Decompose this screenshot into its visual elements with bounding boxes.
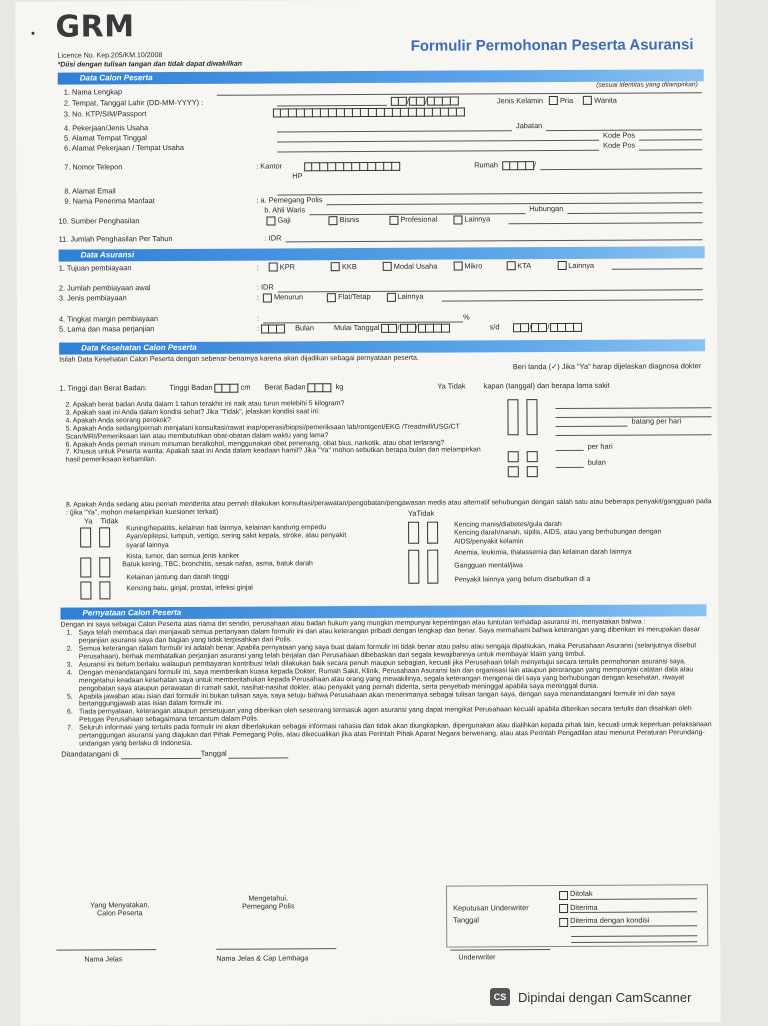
statement-4: 4. Dengan menandatangani formulir ini, saya memberikan kuasa kepada Dokter, Rumah Sakit, Klinik, Perusahaan Asuransi lain dan organisasi lain ataupun perorangan yang mempunyai catatan data atau mengetahui keadaan kesehatan saya untuk memberitahukan kepada Perusahaan atau orang yang mewakilinya, segala keterangan mengenai diri saya yang berhubungan dengan kesehatan, riwayat pengobatan saya ataupun perawatan di rumah sakit, nasihat-nasihat dokter, atau penyakit yang pernah diderita, serta penyebab meninggal apabila saya meninggal dunia. (67, 666, 713, 693)
input-ahli-waris[interactable] (309, 206, 525, 215)
checkbox-wanita[interactable] (583, 96, 592, 105)
label-ttl: 2. Tempat, Tanggal Lahir (DD-MM-YYYY) : (63, 97, 204, 108)
statement-7-text: Seluruh informasi yang tertulis pada formulir ini akan diberlakukan sebagai informasi rahasia dan tidak akan diungkapkan, dipergunakan atau dialihkan kepada pihak lain, kecuali untuk keperluan pelaksanaan pertanggungan asuransi yang diajukan dari Pihak Pemegang Polis, atau dikecualikan jika atas Perintah Pihak Aparat Negara berwenang, atau atas Perintah Pengadilan atau menurut Peraturan Perundang-undangan yang berlaku di Indonesia. (79, 721, 712, 748)
checkbox-disease-left-1-tidak[interactable] (99, 527, 110, 547)
label-kodepos2: Kode Pos (603, 140, 636, 150)
label-bisnis: Bisnis (339, 214, 360, 224)
checkbox-menurun[interactable] (263, 294, 272, 303)
checkbox-modal-usaha[interactable] (383, 262, 392, 271)
label-diterima: Diterima (570, 903, 697, 913)
label-tanggal-uw: Tanggal (453, 915, 480, 925)
label-kg: kg (335, 382, 344, 392)
input-mulai-bln[interactable] (400, 323, 416, 332)
input-mulai-tgl[interactable] (381, 324, 397, 333)
camscanner-logo-icon: CS (490, 988, 510, 1006)
checkbox-disease-left-3-ya[interactable] (80, 557, 91, 577)
label-jumlah-pembiayaan: 2. Jumlah pembiayaan awal (58, 283, 151, 293)
input-tgl-lahir[interactable] (391, 97, 407, 106)
input-sd-thn[interactable] (550, 323, 582, 332)
label-per-hari: per hari (587, 441, 613, 451)
checkbox-disease-left-1-ya[interactable] (80, 527, 91, 547)
statement-6: 6. Tiada pernyataan, keterangan ataupun persetujuan yang diberikan oleh seseorang termasuk agen asuransi yang dapat mengikat Perusahaan kecuali apabila diberikan secara tertulis dan disahkan oleh Petugas Perusahaan sebagaimana tercantum dalam Polis. (67, 706, 713, 725)
company-logo: GRM (55, 9, 135, 45)
checkbox-lainnya-jenis[interactable] (387, 293, 396, 302)
label-tidak-right: Tidak (416, 508, 435, 518)
checkbox-diterima-kondisi[interactable] (559, 918, 568, 927)
input-ktp[interactable] (273, 108, 465, 118)
statement-4-text: Dengan menandatangani formulir ini, saya memberikan kuasa kepada Dokter, Rumah Sakit, Klinik, Perusahaan Asuransi lain dan organisasi lain ataupun perorangan yang mempunyai catatan data atau mengetahui keadaan kesehatan saya untuk memberitahukan kepada Perusahaan atau orang yang mewakilinya, segala keterangan mengenai diri saya yang berhubungan dengan kesehatan, riwayat pengobatan saya ataupun perawatan di rumah sakit, nasihat-nasihat dokter, atau penyakit yang pernah diderita, serta penyebab meninggal apabila saya meninggal dunia. (78, 666, 694, 693)
health-intro: Isilah Data Kesehatan Calon Peserta dengan sebenar-benarnya karena akan dijadikan sebagai pernyataan peserta. (59, 354, 419, 364)
label-hubungan: Hubungan (529, 203, 564, 213)
checkbox-q6-ya[interactable] (508, 451, 519, 462)
checkbox-profesional[interactable] (389, 215, 398, 224)
camscanner-text: Dipindai dengan CamScanner (518, 989, 692, 1005)
label-lainnya-jenis: Lainnya (397, 291, 424, 302)
health-instruction: Beri tanda (✓) Jika "Ya" harap dijelaskan diagnosa dokter (512, 361, 702, 372)
checkbox-kkb[interactable] (331, 262, 340, 271)
input-pekerjaan[interactable] (277, 123, 512, 132)
input-alamat-kerja[interactable] (277, 142, 599, 152)
checkbox-q7-ya[interactable] (508, 466, 519, 477)
input-berat[interactable] (308, 383, 332, 392)
label-underwriter: Underwriter (458, 952, 496, 962)
input-q2-detail[interactable] (555, 400, 711, 409)
label-bulan-hamil: bulan (587, 458, 606, 468)
input-tanggal-ttd[interactable] (229, 750, 289, 758)
input-sd-bln[interactable] (531, 323, 547, 332)
label-sd: s/d (489, 322, 500, 332)
input-nama[interactable] (217, 86, 702, 97)
input-lama-bulan[interactable] (261, 324, 285, 333)
logo-dot (31, 32, 34, 35)
statement-3: 3. Asuransi ini belum berlaku walaupun pembayaran kontribusi telah dilakukan baik secara penuh maupun sebagian, kecuali jika Perusahaan telah menyetujui secara tertulis permohonan asuransi saya. (66, 658, 686, 669)
checkbox-bisnis[interactable] (329, 216, 338, 225)
label-profesional: Profesional (400, 214, 438, 224)
label-ditolak: Ditolak (570, 889, 697, 899)
input-tempat-ttd[interactable] (121, 751, 201, 759)
checkbox-disease-right-3-tidak[interactable] (427, 549, 438, 583)
input-telp-kantor[interactable] (304, 161, 400, 171)
health-q4: 4. Apakah Anda seorang perokok? (65, 416, 171, 425)
input-sd-tgl[interactable] (513, 323, 529, 332)
statement-1: 1. Saya telah membaca dan menjawab semua pertanyaan dalam formulir ini dan atau keterangan pribadi dengan lengkap dan benar. Saya memahami bahwa keterangan yang diberikan ini merupakan dasar perjanjian asuransi saya dan bagian yang tidak terpisahkan dari Polis. (67, 626, 713, 645)
label-lainnya-tujuan: Lainnya (568, 260, 595, 270)
statement-2: 2. Semua keterangan dalam formulir ini adalah benar. Apabila pernyataan yang saya buat dalam formulir ini tidak benar atau palsu atau sengaja dipalsukan, maka Perusahaan Asuransi (selanjutnya disebut Perusahaan), berhak membatalkan perjanjian asuransi yang telah berjalan dan Perusahaan dibebaskan dari segala kewajibannya untuk membayar klaim yang timbul. (67, 642, 713, 661)
disease-left-3: Kista, tumor, dan semua jenis kanker (126, 552, 240, 560)
input-kodepos2[interactable] (639, 142, 702, 150)
checkbox-disease-left-3-tidak[interactable] (99, 557, 110, 577)
health-q7: 7. Khusus untuk Peserta wanita: Apakah saat ini Anda dalam keadaan hamil? Jika "Ya" mohon sebutkan berapa bulan dan melampirkan hasil pemeriksaan kehamilan. (65, 446, 481, 465)
label-kantor: : Kantor (256, 161, 283, 171)
checkbox-disease-right-3-ya[interactable] (408, 549, 419, 583)
disease-left-2: Ayan/epilepsi, lumpuh, vertigo, sering sakit kepala, stroke, atau penyakit syaraf lainnya (126, 532, 347, 550)
checkbox-q2-ya[interactable] (507, 399, 518, 435)
label-diterima-kondisi: Diterima dengan kondisi (570, 917, 697, 927)
input-thn-lahir[interactable] (427, 97, 459, 106)
label-jumlah-penghasilan: 11. Jumlah Penghasilan Per Tahun (58, 233, 173, 244)
label-hp: HP (292, 170, 303, 180)
checkbox-q7-tidak[interactable] (527, 466, 538, 477)
checkbox-disease-right-1-ya[interactable] (408, 521, 419, 543)
label-lainnya-penghasilan: Lainnya (464, 214, 491, 224)
input-lainnya-penghasilan[interactable] (508, 215, 702, 224)
disease-left-5: Kelainan jantung dan darah tinggi (126, 573, 230, 582)
license-number: Licence No. Kep.205/KM.10/2008 (57, 52, 163, 61)
label-kpr: KPR (279, 261, 296, 271)
health-q8: 8. Apakah Anda sedang atau pernah menderita atau pernah dilakukan konsultasi/perawatan/pengobatan/pengawasan medis atau alternatif sehubungan dengan salah satu atau beberapa penyakit/gangguan pada : (jika "Ya", mohon melampirkan kuesioner terkait) (65, 498, 712, 517)
label-nama-cap: Nama Jelas & Cap Lembaga (216, 953, 309, 963)
label-ya-right: Ya (407, 508, 417, 518)
input-lainnya-tujuan[interactable] (612, 262, 703, 270)
label-bulan: Bulan (295, 323, 315, 333)
label-ktp: 3. No. KTP/SIM/Passport (63, 108, 147, 119)
label-margin: 4. Tingkat margin pembiayaan (58, 314, 159, 324)
label-nama-jelas: Nama Jelas (84, 954, 123, 964)
label-idr-pembiayaan: : IDR (256, 282, 274, 292)
form-page: GRM Formulir Permohonan Peserta Asuransi Licence No. Kep.205/KM.10/2008 *Diisi dengan tulisan tangan dan tidak dapat diwakilkan Data Calon Peserta (sesuai identitas yang dilampirkan) 1. Nama Lengkap 2. Tempat, Tanggal Lahir (DD-MM-YYYY) : / / Jenis Kelamin Pria Wanita 3. No. KTP/SIM/Passport 4. Pekerjaan/Jenis Usaha Jabatan 5. Alamat Tempat Tinggal Kode Pos 6. Alamat Pekerjaan / Tempat Usaha Kode Pos 7. Nomor Telepon : Kantor Rumah / HP 8. Alamat Email 9. Nama Penerima Manfaat : a. Pemegang Polis b. Ahli Waris Hubungan 10. Sumber Penghasilan Gaji Bisnis Profesional Lainnya 11. Jumlah Penghasilan Per Tahun : IDR Data Asuransi 1. Tujuan pembiayaan : KPR KKB Modal Usaha Mikro KTA Lainnya 2. Jumlah pembiayaan awal : IDR 3. Jenis pembiayaan : Menurun Flat/Tetap Lainnya 4. Tingkat margin pembiayaan : % 5. Lama dan masa perjanjian : Bulan Mulai Tanggal / / s/d / / Data Kesehatan Calon Peserta Isilah Data Kesehatan Calon Peserta dengan sebenar-benarnya karena akan dijadikan sebagai pernyataan peserta. Beri tanda (✓) Jika "Ya" harap dijelaskan diagnosa dokter 1. Tinggi dan Berat Badan: Tinggi Badan cm Berat Badan kg Ya Tidak kapan (tanggal) dan berapa lama sakit 2. Apakah berat badan Anda dalam 1 tahun terakhir ini naik atau turun melebihi 5 kilogram? 3. Apakah saat ini Anda dalam kondisi sehat? Jika "Tidak", jelaskan kondisi saat ini: 4. Apakah Anda seorang perokok? 5. Apakah Anda sedang/pernah menjalani konsultasi/rawat inap/operasi/biopsi/pemeriksaan lab/rontgent/EKG /Treadmill/USG/CT Scan/MRI/Pemeriksaan lain atau membutuhkan obat-obatan dalam waktu yang lama? 6. Apakah Anda pernah minum minuman beralkohol, menggunakan obat penenang, obat bius, narkotik, atau obat terlarang? 7. Khusus untuk Peserta wanita: Apakah saat ini Anda dalam keadaan hamil? Jika "Ya" mohon sebutkan berapa bulan dan melampirkan hasil pemeriksaan kehamilan. batang per hari per hari bulan 8. Apakah Anda sedang atau pernah menderita atau pernah dilakukan konsultasi/perawatan/pengobatan/pengawasan medis atau alternatif sehubungan dengan salah satu atau beberapa penyakit/gangguan pada : (jika "Ya", mohon melampirkan kuesioner terkait) Ya Tidak YaTidak Kuning/hepatitis, kelainan hati lainnya, kelainan kandung empedu Ayan/epilepsi, lumpuh, vertigo, sering sakit kepala, stroke, atau penyakit syaraf lainnya Kista, tumor, dan semua jenis kanker Batuk kering, TBC, bronchitis, sesak nafas, asma, batuk darah Kelainan jantung dan darah tinggi Kencing batu, ginjal, prostat, infeksi ginjal Kencing manis/diabetes/gula darah Kencing darah/nanah, sipilis, AIDS, atau yang berhubungan dengan AIDS/penyakit kelamin Anemia, leukimia, thalassemia dan kelainan darah lainnya Gangguan mental/jiwa Penyakit lainnya yang belum disebutkan di a Pernyataan Calon Peserta Dengan ini saya sebagai Calon Peserta atas nama diri sendiri, perusahaan atau badan hukum yang mungkin mempunyai kepentingan atau tuntutan terhadap asuransi ini, menyatakan bahwa : 1. Saya telah membaca dan menjawab semua pertanyaan dalam formulir ini dan atau keterangan pribadi dengan lengkap dan benar. Saya memahami bahwa keterangan yang diberikan ini merupakan dasar perjanjian asuransi saya dan bagian yang tidak terpisahkan dari Polis. 2. Semua keterangan dalam formulir ini adalah benar. Apabila pernyataan yang saya buat dalam formulir ini tidak benar atau palsu atau sengaja dipalsukan, maka Perusahaan Asuransi (selanjutnya disebut Perusahaan), berhak membatalkan perjanjian asuransi yang telah berjalan dan Perusahaan dibebaskan dari segala kewajibannya untuk membayar klaim yang timbul. 3. Asuransi ini belum berlaku walaupun pembayaran kontribusi telah dilakukan baik secara penuh maupun sebagian, kecuali jika Perusahaan telah menyetujui secara tertulis permohonan asuransi saya. 4. Dengan menandatangani formulir ini, saya memberikan kuasa kepada Dokter, Rumah Sakit, Klinik, Perusahaan Asuransi lain dan organisasi lain ataupun perorangan yang mempunyai catatan data atau mengetahui keadaan kesehatan saya untuk memberitahukan kepada Perusahaan atau orang yang mewakilinya, segala keterangan mengenai diri saya yang berhubungan dengan kesehatan, riwayat pengobatan saya ataupun perawatan di rumah sakit, nasihat-nasihat dokter, atau penyakit yang pernah diderita, serta penyebab meninggal apabila saya meninggal dunia. 5. Apabila jawaban atau isian dari formulir ini bukan tulisan saya, saya setuju bahwa Perusahaan akan menerimanya sebagai tulisan tangan saya, dengan saya menandatangani formulir ini dan saya bertanggungjawab atas isian dalam formulir ini. 6. Tiada pernyataan, keterangan ataupun persetujuan yang diberikan oleh seseorang termasuk agen asuransi yang dapat mengikat Perusahaan kecuali apabila diberikan secara tertulis dan disahkan oleh Petugas Perusahaan sebagaimana tercantum dalam Polis. 7. Seluruh informasi yang tertulis pada formulir ini akan diberlakukan sebagai informasi rahasia dan tidak akan diungkapkan, dipergunakan atau dialihkan kepada pihak lain, kecuali untuk keperluan pelaksanaan pertanggungan asuransi yang diajukan dari Pihak Pemegang Polis, atau dikecualikan jika atas Perintah Pihak Aparat Negara berwenang, atau atas Perintah Pengadilan atau menurut Peraturan Perundang-undangan yang berlaku di Indonesia. Ditandatangani di Tanggal Yang Menyatakan, Calon Peserta Mengetahui, Pemegang Polis Nama Jelas Nama Jelas & Cap Lembaga Underwriter Keputusan Underwriter Tanggal Ditolak Diterima Diterima dengan kondisi (15, 0, 720, 1026)
signature-block-pemegang (242, 894, 294, 911)
disease-yn-left (80, 527, 118, 599)
label-tinggi-badan: Tinggi Badan (169, 382, 213, 393)
section-data-kesehatan: Data Kesehatan Calon Peserta (59, 339, 705, 354)
label-jabatan: Jabatan (515, 121, 543, 131)
label-mikro: Mikro (464, 260, 483, 271)
label-berat-badan: Berat Badan (264, 382, 306, 392)
input-lainnya-jenis[interactable] (441, 292, 702, 301)
health-q3: 3. Apakah saat ini Anda dalam kondisi sehat? Jika "Tidak", jelaskan kondisi saat ini: (65, 408, 320, 417)
label-modal-usaha: Modal Usaha (393, 261, 438, 271)
signature-line-underwriter[interactable] (450, 949, 550, 951)
checkbox-kpr[interactable] (269, 263, 278, 272)
signature-line-pemegang[interactable] (216, 948, 336, 950)
label-lama-perjanjian: 5. Lama dan masa perjanjian (59, 324, 155, 334)
input-q4-detail[interactable] (556, 418, 628, 426)
form-title: Formulir Permohonan Peserta Asuransi (410, 36, 694, 55)
label-telepon: 7. Nomor Telepon (64, 162, 123, 172)
input-mulai-thn[interactable] (418, 323, 450, 332)
input-tinggi[interactable] (215, 384, 239, 393)
label-pria: Pria (559, 95, 574, 105)
section-pernyataan: Pernyataan Calon Peserta (60, 604, 706, 619)
label-alamat-kerja: 6. Alamat Pekerjaan / Tempat Usaha (64, 142, 184, 153)
statement-5: 5. Apabila jawaban atau isian dari formulir ini bukan tulisan saya, saya setuju bahwa Perusahaan akan menerimanya sebagai tulisan tangan saya, dengan saya menandatangani formulir ini dan saya bertanggungjawab atas isian dalam formulir ini. (67, 690, 713, 709)
label-tujuan-pembiayaan: 1. Tujuan pembiayaan (58, 262, 132, 273)
checkbox-diterima[interactable] (559, 904, 568, 913)
checkbox-lainnya-tujuan[interactable] (557, 261, 566, 270)
checkbox-pria[interactable] (549, 96, 558, 105)
label-pemegang-polis-ttd: Pemegang Polis (242, 901, 295, 912)
statement-7: 7. Seluruh informasi yang tertulis pada formulir ini akan diberlakukan sebagai informasi rahasia dan tidak akan diungkapkan, dipergunakan atau dialihkan kepada pihak lain, kecuali untuk keperluan pelaksanaan pertanggungan asuransi yang diajukan dari Pihak Pemegang Polis, atau dikecualikan jika atas Perintah Pihak Aparat Negara berwenang, atau atas Perintah Pengadilan atau menurut Peraturan Perundang-undangan yang berlaku di Indonesia. (67, 721, 712, 748)
label-sumber-penghasilan: 10. Sumber Penghasilan (58, 215, 140, 226)
label-tinggi-berat: 1. Tinggi dan Berat Badan: (59, 383, 147, 393)
label-kta: KTA (517, 260, 532, 270)
label-keputusan-uw: Keputusan Underwriter (453, 903, 529, 913)
checkbox-flat[interactable] (327, 293, 336, 302)
input-jumlah-penghasilan[interactable] (285, 233, 702, 243)
input-alamat-tinggal[interactable] (277, 133, 599, 143)
statement-2-text: Semua keterangan dalam formulir ini adalah benar. Apabila pernyataan yang saya buat dalam formulir ini tidak benar atau palsu atau sengaja dipalsukan, maka Perusahaan Asuransi (selanjutnya disebut Perusahaan), berhak membatalkan perjanjian asuransi yang telah berjalan dan Perusahaan dibebaskan dari segala kewajibannya untuk membayar klaim yang timbul. (78, 642, 697, 661)
health-yn-group-top (507, 399, 545, 477)
statement-3-text: Asuransi ini belum berlaku walaupun pembayaran kontribusi telah dilakukan baik secara penuh maupun sebagian, kecuali jika Perusahaan telah menyetujui secara tertulis permohonan asuransi saya. (78, 658, 686, 669)
label-mengetahui: Mengetahui, (248, 893, 288, 903)
section-data-calon-peserta: Data Calon Peserta (58, 69, 704, 84)
input-telp-rumah-no[interactable] (540, 161, 702, 170)
health-q5: 5. Apakah Anda sedang/pernah menjalani konsultasi/rawat inap/operasi/biopsi/pemeriksaan lab/rontgent/EKG /Treadmill/USG/CT Scan/MRI/Pemeriksaan lain atau membutuhkan obat-obatan dalam waktu yang lama? (65, 423, 460, 441)
label-tanggal-ttd: Tanggal (200, 748, 227, 758)
checkbox-gaji[interactable] (266, 216, 275, 225)
label-pemegang-polis: : a. Pemegang Polis (256, 195, 323, 205)
label-wanita: Wanita (594, 95, 617, 105)
input-margin[interactable] (263, 314, 463, 323)
statement-1-text: Saya telah membaca dan menjawab semua pertanyaan dalam formulir ini dan atau keterangan pribadi dengan lengkap dan benar. Saya memahami bahwa keterangan yang diberikan ini merupakan dasar perjanjian asuransi saya dan bagian yang tidak terpisahkan dari Polis. (78, 626, 700, 645)
checkbox-disease-right-1-tidak[interactable] (427, 521, 438, 543)
disease-left-1: Kuning/hepatitis, kelainan hati lainnya, kelainan kandung empedu (126, 523, 327, 533)
checkbox-q2-tidak[interactable] (526, 399, 537, 435)
label-mulai-tanggal: Mulai Tanggal (333, 322, 380, 333)
label-calon-peserta: Calon Peserta (96, 908, 143, 918)
input-bln-lahir[interactable] (409, 97, 425, 106)
input-kodepos1[interactable] (639, 132, 702, 140)
label-kodepos1: Kode Pos (603, 130, 636, 140)
checkbox-disease-left-5-tidak[interactable] (99, 581, 110, 599)
label-ya-left: Ya (84, 516, 93, 526)
disease-right-5: Penyakit lainnya yang belum disebutkan di a (454, 575, 591, 584)
label-ya-tidak: Ya Tidak (437, 381, 466, 391)
disease-left-6: Kencing batu, ginjal, prostat, infeksi ginjal (126, 585, 253, 593)
input-tempat-lahir[interactable] (277, 98, 387, 107)
label-flat: Flat/Tetap (338, 292, 371, 302)
disease-yn-right (408, 521, 446, 583)
statement-6-text: Tiada pernyataan, keterangan ataupun persetujuan yang diberikan oleh seseorang termasuk agen asuransi yang dapat mengikat Perusahaan kecuali apabila diberikan secara tertulis dan disahkan oleh Petugas Perusahaan sebagaimana tercantum dalam Polis. (79, 705, 692, 724)
label-percent: % (463, 312, 470, 322)
input-hubungan[interactable] (567, 205, 702, 214)
label-gaji: Gaji (277, 215, 291, 225)
label-email: 8. Alamat Email (64, 186, 116, 196)
checkbox-mikro[interactable] (453, 262, 462, 271)
disease-left-4: Batuk kering, TBC, bronchitis, sesak nafas, asma, batuk darah (122, 560, 313, 569)
input-q5-detail[interactable] (556, 427, 712, 436)
label-tidak-left: Tidak (100, 516, 119, 526)
label-menurun: Menurun (273, 292, 304, 302)
disease-right-4: Gangguan mental/jiwa (454, 562, 523, 570)
input-telp-rumah[interactable] (502, 161, 534, 170)
label-pekerjaan: 4. Pekerjaan/Jenis Usaha (63, 123, 149, 133)
label-jenis-pembiayaan: 3. Jenis pembiayaan (58, 293, 127, 303)
label-kapan: kapan (tanggal) dan berapa lama sakit (483, 380, 610, 391)
label-cm: cm (240, 382, 251, 392)
input-q6-detail[interactable] (556, 443, 584, 451)
section-data-asuransi: Data Asuransi (59, 246, 705, 261)
health-q6: 6. Apakah Anda pernah minum minuman beralkohol, menggunakan obat penenang, obat bius, narkotik, atau obat terlarang? (65, 439, 445, 449)
identity-hint: (sesuai identitas yang dilampirkan) (596, 81, 698, 89)
signature-line-peserta[interactable] (56, 949, 156, 951)
health-q2: 2. Apakah berat badan Anda dalam 1 tahun terakhir ini naik atau turun melebihi 5 kilogram? (65, 399, 345, 409)
camscanner-watermark (490, 988, 691, 1006)
label-idr-penghasilan: : IDR (264, 232, 282, 243)
checkbox-ditolak[interactable] (559, 891, 568, 900)
label-rumah: Rumah (474, 160, 499, 170)
disease-right-2: Kencing darah/nanah, sipilis, AIDS, atau yang berhubungan dengan AIDS/penyakit kelamin (454, 528, 662, 546)
statement-intro: Dengan ini saya sebagai Calon Peserta atas nama diri sendiri, perusahaan atau badan hukum yang mungkin mempunyai kepentingan atau tuntutan terhadap asuransi ini, menyatakan bahwa : (60, 618, 646, 629)
label-ditandatangani: Ditandatangani di (61, 749, 119, 759)
underwriter-decision-box (446, 884, 708, 947)
label-penerima-manfaat: 9. Nama Penerima Manfaat (64, 196, 155, 206)
label-kkb: KKB (341, 261, 357, 271)
label-alamat-tinggal: 5. Alamat Tempat Tinggal (64, 133, 147, 143)
statement-5-text: Apabila jawaban atau isian dari formulir ini bukan tulisan saya, saya setuju bahwa Perusahaan akan menerimanya sebagai tulisan tangan saya, dengan saya menandatangani formulir ini dan saya bertanggungjawab atas isian dalam formulir ini. (78, 689, 676, 708)
handwriting-note: *Diisi dengan tulisan tangan dan tidak dapat diwakilkan (57, 60, 243, 69)
disease-right-1: Kencing manis/diabetes/gula darah (454, 520, 562, 529)
checkbox-q6-tidak[interactable] (527, 451, 538, 462)
label-batang: batang per hari (631, 416, 682, 426)
checkbox-disease-left-5-ya[interactable] (80, 581, 91, 599)
label-nama: 1. Nama Lengkap (63, 86, 123, 97)
label-yang-menyatakan: Yang Menyatakan, (90, 900, 150, 910)
signature-block-peserta (90, 901, 149, 918)
checkbox-lainnya-penghasilan[interactable] (453, 215, 462, 224)
input-q7-detail[interactable] (556, 460, 584, 468)
checkbox-kta[interactable] (506, 261, 515, 270)
label-jenis-kelamin: Jenis Kelamin (496, 95, 544, 105)
disease-right-3: Anemia, leukimia, thalassemia dan kelainan darah lainnya (454, 548, 632, 557)
input-uw-note-2[interactable] (571, 936, 697, 943)
label-ahli-waris: b. Ahli Waris (264, 205, 306, 215)
